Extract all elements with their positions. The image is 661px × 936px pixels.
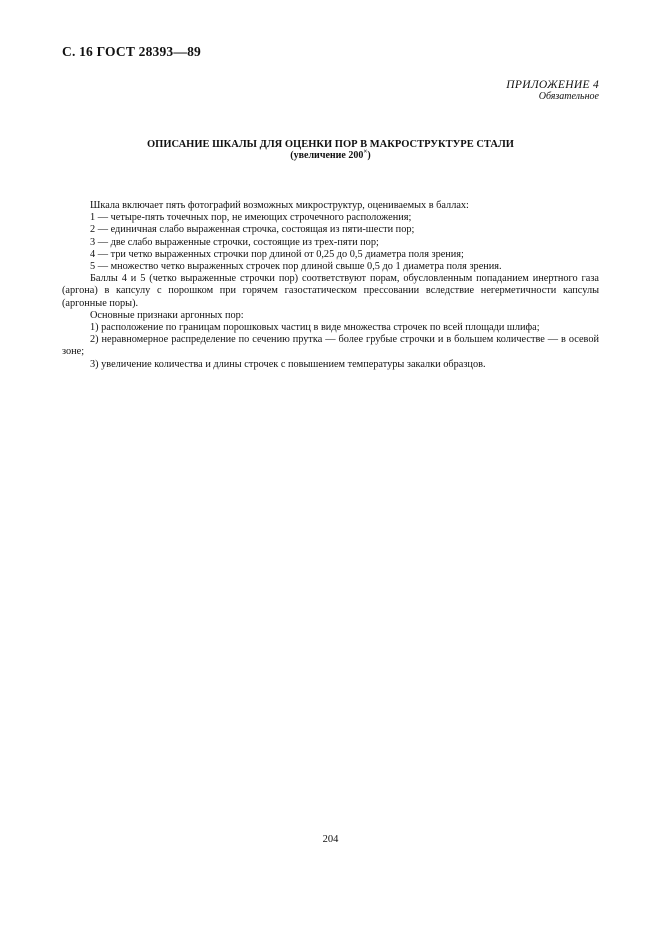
appendix-label-block (506, 79, 599, 103)
sign-item-1: 1) расположение по границам порошковых частиц в виде множества строчек по всей площади шлифа; (90, 322, 540, 334)
intro-paragraph: Шкала включает пять фотографий возможных микроструктур, оцениваемых в баллах: (90, 200, 469, 211)
section-heading (62, 139, 599, 161)
signs-intro: Основные признаки аргонных пор: (90, 309, 244, 321)
grade-item-3: 3 — две слабо выраженные строчки, состоящие из трех-пяти пор; (90, 236, 379, 248)
section-title: ОПИСАНИЕ ШКАЛЫ ДЛЯ ОЦЕНКИ ПОР В МАКРОСТРУКТУРЕ СТАЛИ (147, 139, 514, 150)
appendix-label: ПРИЛОЖЕНИЕ 4 (506, 79, 599, 91)
body-text (62, 200, 599, 371)
sign-item-3: 3) увеличение количества и длины строчек с повышением температуры закалки образцов. (90, 358, 486, 370)
subtitle-text: (увеличение 200 (290, 150, 364, 161)
section-subtitle (62, 147, 599, 161)
grade-item-5: 5 — множество четко выраженных строчек пор длиной свыше 0,5 до 1 диаметра поля зрения. (90, 261, 502, 273)
argon-pores-paragraph: Баллы 4 и 5 (четко выраженные строчки пор) соответствуют порам, обусловленным попаданием инертного газа (аргона) в капсулу с порошком при горячем газостатическом прессовании вследствие негерметичности капсулы (аргонные поры). (62, 273, 599, 309)
sign-item-2: 2) неравномерное распределение по сечению прутка — более грубые строчки и в большем количестве — в осевой зоне; (62, 334, 599, 358)
appendix-status: Обязательное (538, 91, 599, 102)
magnification-sign: × (363, 147, 368, 156)
grade-item-2: 2 — единичная слабо выраженная строчка, состоящая из пяти-шести пор; (90, 224, 415, 236)
subtitle-close: ) (367, 150, 371, 161)
grade-item-4: 4 — три четко выраженных строчки пор длиной от 0,25 до 0,5 диаметра поля зрения; (90, 248, 464, 260)
grade-item-1: 1 — четыре-пять точечных пор, не имеющих строчечного расположения; (90, 212, 412, 224)
page-number: 204 (322, 834, 339, 845)
running-head: С. 16 ГОСТ 28393—89 (62, 44, 201, 59)
